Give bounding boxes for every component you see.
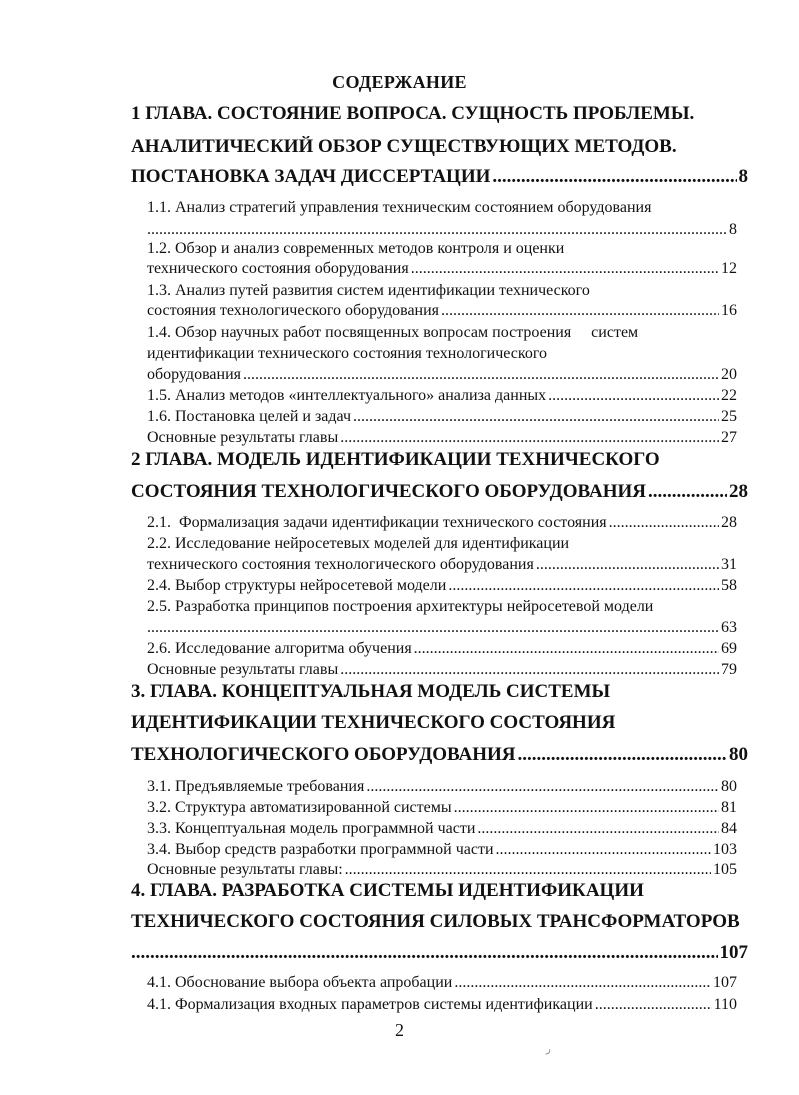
leader-dots — [147, 221, 727, 239]
toc-entry-1-results-page: 27 — [721, 429, 737, 446]
page-number: 2 — [395, 1020, 404, 1040]
toc-entry-1-2-line-2[interactable] — [147, 260, 737, 278]
scan-mark: ﺭ — [546, 1044, 551, 1055]
chapter-2-heading-text: СОСТОЯНИЯ ТЕХНОЛОГИЧЕСКОГО ОБОРУДОВАНИЯ — [131, 481, 646, 502]
toc-entry-1-4-text: оборудования — [147, 366, 241, 383]
toc-entry-1-4-page: 20 — [721, 366, 737, 383]
chapter-1-heading-line-2: АНАЛИТИЧЕСКИЙ ОБЗОР СУЩЕСТВУЮЩИХ МЕТОДОВ. — [131, 136, 677, 157]
toc-entry-2-4-page: 58 — [721, 577, 737, 594]
toc-entry-1-results[interactable] — [147, 429, 737, 447]
chapter-4-heading-line-1: 4. ГЛАВА. РАЗРАБОТКА СИСТЕМЫ ИДЕНТИФИКАЦИИ — [131, 880, 644, 901]
toc-entry-1-4-line-1[interactable]: 1.4. Обзор научных работ посвященных вопросам построения систем — [147, 324, 639, 341]
toc-entry-4-1b[interactable] — [147, 996, 737, 1014]
toc-entry-3-1[interactable] — [147, 778, 737, 796]
leader-dots — [518, 744, 727, 766]
toc-entry-1-4-line-3[interactable] — [147, 366, 737, 384]
toc-entry-3-1-text: 3.1. Предъявляемые требования — [147, 778, 365, 795]
toc-entry-1-6[interactable] — [147, 408, 737, 426]
chapter-1-heading-text: ПОСТАНОВКА ЗАДАЧ ДИССЕРТАЦИИ — [131, 166, 491, 187]
toc-entry-4-1a[interactable] — [147, 974, 737, 992]
toc-entry-3-2-page: 81 — [721, 799, 737, 816]
toc-entry-2-1-page: 28 — [721, 514, 737, 531]
toc-entry-3-3[interactable] — [147, 820, 737, 838]
toc-entry-1-1-line-2[interactable] — [147, 221, 737, 239]
leader-dots — [496, 841, 711, 859]
toc-entry-2-6-page: 69 — [721, 640, 737, 657]
toc-entry-3-results-page: 105 — [713, 861, 737, 878]
chapter-2-page: 28 — [729, 481, 748, 502]
leader-dots — [340, 661, 719, 679]
toc-entry-3-3-text: 3.3. Концептуальная модель программной части — [147, 820, 476, 837]
toc-entry-3-4-text: 3.4. Выбор средств разработки программной части — [147, 841, 494, 858]
toc-entry-1-6-page: 25 — [721, 408, 737, 425]
toc-entry-4-1b-page: 110 — [713, 996, 737, 1013]
chapter-4-page: 107 — [719, 942, 748, 963]
toc-entry-3-4-page: 103 — [713, 841, 737, 858]
leader-dots — [353, 408, 719, 426]
toc-entry-2-4-text: 2.4. Выбор структуры нейросетевой модели — [147, 577, 447, 594]
leader-dots — [340, 429, 719, 447]
toc-entry-3-1-page: 80 — [721, 778, 737, 795]
leader-dots — [441, 302, 719, 320]
toc-entry-3-4[interactable] — [147, 841, 737, 859]
chapter-3-heading-line-1: 3. ГЛАВА. КОНЦЕПТУАЛЬНАЯ МОДЕЛЬ СИСТЕМЫ — [131, 681, 611, 702]
toc-entry-3-results[interactable] — [147, 861, 737, 879]
leader-dots — [243, 366, 719, 384]
toc-entry-1-3-line-2[interactable] — [147, 302, 737, 320]
toc-entry-2-1[interactable] — [147, 514, 737, 532]
chapter-4-heading-line-2: ТЕХНИЧЕСКОГО СОСТОЯНИЯ СИЛОВЫХ ТРАНСФОРМАТОРОВ — [131, 911, 740, 932]
chapter-1-page: 8 — [738, 166, 748, 187]
toc-entry-1-2-text: технического состояния оборудования — [147, 260, 409, 277]
leader-dots — [492, 166, 736, 188]
chapter-3-heading-line-3[interactable] — [131, 744, 748, 766]
toc-entry-1-2-page: 12 — [721, 260, 737, 277]
leader-dots — [147, 619, 719, 637]
toc-entry-4-1a-text: 4.1. Обоснование выбора объекта апробации — [147, 974, 453, 991]
leader-dots — [345, 861, 711, 879]
toc-entry-2-6[interactable] — [147, 640, 737, 658]
chapter-3-page: 80 — [729, 744, 748, 765]
toc-entry-3-3-page: 84 — [721, 820, 737, 837]
leader-dots — [609, 514, 719, 532]
toc-entry-2-results-text: Основные результаты главы — [147, 661, 339, 678]
toc-entry-2-5-line-2[interactable] — [147, 619, 737, 637]
toc-entry-1-5-page: 22 — [721, 387, 737, 404]
chapter-2-heading-line-1: 2 ГЛАВА. МОДЕЛЬ ИДЕНТИФИКАЦИИ ТЕХНИЧЕСКОГО — [131, 449, 660, 470]
chapter-4-heading-line-3[interactable] — [131, 942, 748, 964]
toc-entry-2-5-line-1[interactable]: 2.5. Разработка принципов построения архитектуры нейросетевой модели — [147, 598, 654, 615]
leader-dots — [536, 556, 719, 574]
toc-entry-2-results[interactable] — [147, 661, 737, 679]
toc-entry-1-3-text: состояния технологического оборудования — [147, 302, 440, 319]
toc-entry-2-2-page: 31 — [721, 556, 737, 573]
toc-entry-3-results-text: Основные результаты главы: — [147, 861, 343, 878]
leader-dots — [648, 481, 727, 503]
toc-entry-1-4-line-2[interactable]: идентификации технического состояния технологического — [147, 345, 547, 362]
chapter-1-heading-line-1: 1 ГЛАВА. СОСТОЯНИЕ ВОПРОСА. СУЩНОСТЬ ПРОБЛЕМЫ. — [131, 103, 695, 124]
leader-dots — [131, 942, 718, 964]
toc-entry-1-3-line-1[interactable]: 1.3. Анализ путей развития систем идентификации технического — [147, 282, 590, 299]
leader-dots — [548, 387, 719, 405]
toc-entry-2-2-text: технического состояния технологического оборудования — [147, 556, 534, 573]
chapter-3-heading-line-2: ИДЕНТИФИКАЦИИ ТЕХНИЧЕСКОГО СОСТОЯНИЯ — [131, 712, 616, 733]
toc-title: СОДЕРЖАНИЕ — [332, 72, 467, 92]
toc-entry-2-2-line-1[interactable]: 2.2. Исследование нейросетевых моделей для идентификации — [147, 535, 570, 552]
toc-entry-4-1b-text: 4.1. Формализация входных параметров системы идентификации — [147, 996, 593, 1013]
toc-entry-2-4[interactable] — [147, 577, 737, 595]
toc-entry-2-6-text: 2.6. Исследование алгоритма обучения — [147, 640, 412, 657]
leader-dots — [477, 820, 719, 838]
chapter-3-heading-text: ТЕХНОЛОГИЧЕСКОГО ОБОРУДОВАНИЯ — [131, 744, 516, 765]
toc-entry-4-1a-page: 107 — [713, 974, 737, 991]
toc-entry-1-3-page: 16 — [721, 302, 737, 319]
toc-entry-1-5-text: 1.5. Анализ методов «интеллектуального» анализа данных — [147, 387, 547, 404]
leader-dots — [411, 260, 719, 278]
toc-entry-1-6-text: 1.6. Постановка целей и задач — [147, 408, 352, 425]
chapter-2-heading-line-2[interactable] — [131, 481, 748, 503]
toc-entry-2-2-line-2[interactable] — [147, 556, 737, 574]
toc-entry-2-results-page: 79 — [721, 661, 737, 678]
toc-entry-3-2[interactable] — [147, 799, 737, 817]
toc-entry-1-1-page: 8 — [729, 221, 737, 238]
toc-entry-2-5-page: 63 — [721, 619, 737, 636]
leader-dots — [595, 996, 712, 1014]
leader-dots — [454, 799, 719, 817]
toc-entry-2-1-text: 2.1. Формализация задачи идентификации технического состояния — [147, 514, 607, 531]
toc-entry-1-5[interactable] — [147, 387, 737, 405]
toc-entry-1-1-line-1[interactable]: 1.1. Анализ стратегий управления техническим состоянием оборудования — [147, 199, 652, 216]
leader-dots — [454, 974, 711, 992]
chapter-1-heading-line-3[interactable] — [131, 166, 748, 188]
leader-dots — [366, 778, 719, 796]
toc-entry-1-2-line-1[interactable]: 1.2. Обзор и анализ современных методов контроля и оценки — [147, 240, 565, 257]
toc-entry-3-2-text: 3.2. Структура автоматизированной системы — [147, 799, 452, 816]
leader-dots — [448, 577, 719, 595]
leader-dots — [414, 640, 719, 658]
toc-entry-1-results-text: Основные результаты главы — [147, 429, 339, 446]
